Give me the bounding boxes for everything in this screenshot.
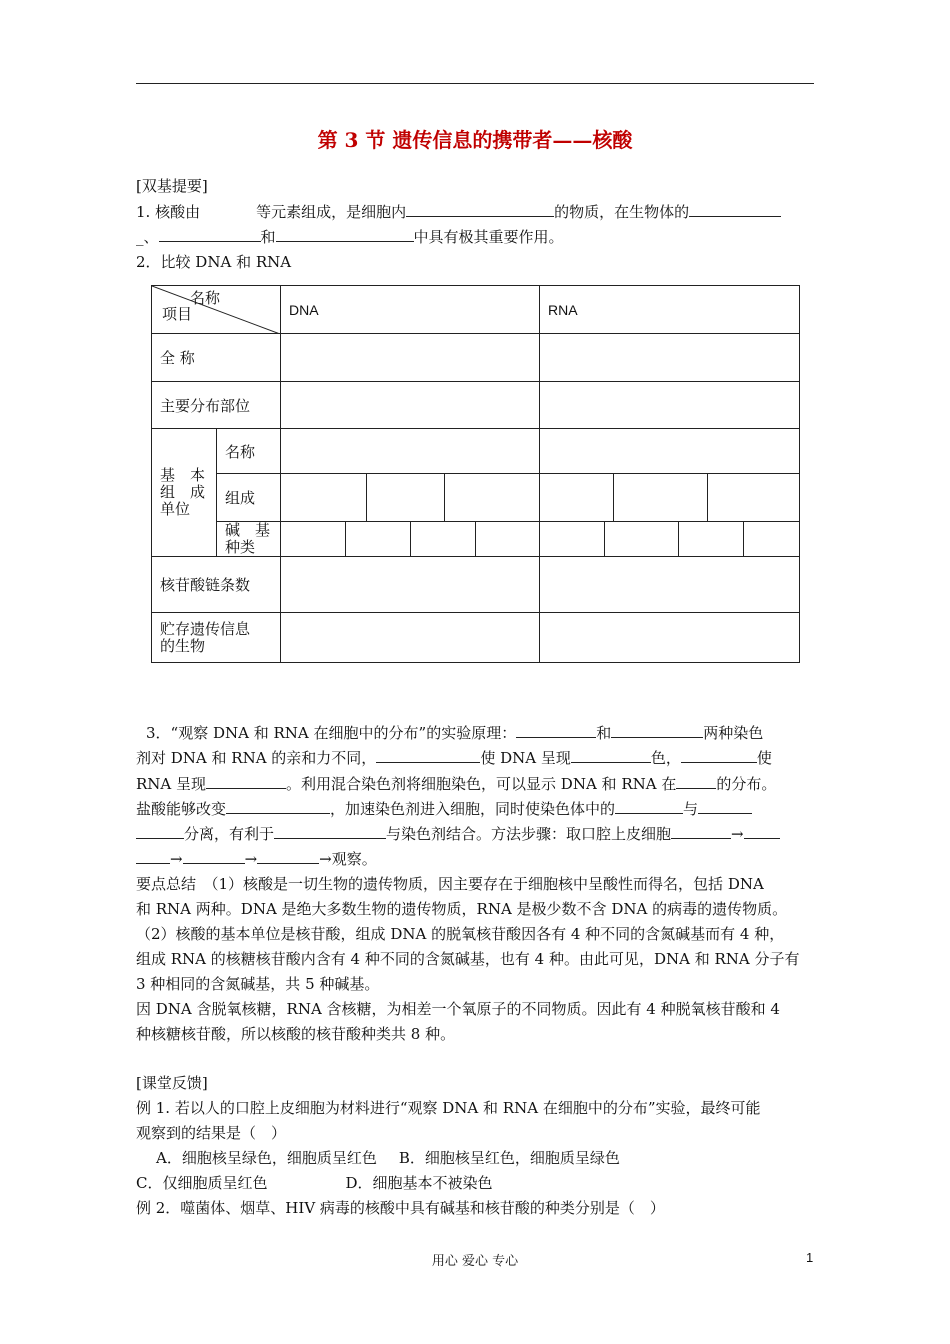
blank[interactable]	[136, 848, 170, 864]
blank[interactable]	[676, 773, 716, 789]
cell-composition-dna	[281, 474, 540, 522]
option-a[interactable]: A．细胞核呈绿色，细胞质呈红色	[156, 1149, 377, 1167]
page-number: 1	[806, 1250, 814, 1265]
arrow-icon: →	[731, 825, 744, 843]
cell-answer[interactable]	[614, 474, 708, 521]
question-3-line-3: RNA 呈现 。利用混合染色剂将细胞染色，可以显示 DNA 和 RNA 在 的分布。	[136, 775, 777, 793]
blank[interactable]	[257, 848, 319, 864]
blank[interactable]	[226, 798, 330, 814]
top-rule	[136, 83, 814, 84]
row-label-chains: 核苷酸链条数	[152, 557, 281, 613]
summary-line-4: 组成 RNA 的核糖核苷酸内含有 4 种不同的含氮碱基，也有 4 种。由此可见，DNA 和 RNA 分子有	[136, 950, 800, 968]
cell-answer[interactable]	[708, 474, 799, 521]
cell-answer[interactable]	[540, 522, 605, 556]
cell-answer[interactable]	[367, 474, 445, 521]
row-label-fullname: 全 称	[152, 334, 281, 382]
example-1-options-cd	[136, 1172, 816, 1194]
blank[interactable]	[681, 747, 757, 763]
blank[interactable]	[689, 201, 781, 217]
question-3-line-2: 剂对 DNA 和 RNA 的亲和力不同， 使 DNA 呈现 色， 使	[136, 749, 772, 767]
example-1-line-2: 观察到的结果是（ ）	[136, 1124, 287, 1142]
cell-answer[interactable]	[540, 613, 800, 663]
cell-answer[interactable]	[281, 474, 367, 521]
question-3-line-5: 分离，有利于 与染色剂结合。方法步骤：取口腔上皮细胞 →	[136, 823, 816, 845]
cell-answer[interactable]	[540, 429, 800, 474]
dna-rna-comparison-table	[151, 285, 800, 663]
blank[interactable]	[274, 823, 386, 839]
cell-answer[interactable]	[605, 522, 679, 556]
option-b[interactable]: B．细胞核呈红色，细胞质呈绿色	[398, 1149, 620, 1167]
arrow-icon: →	[170, 850, 183, 868]
cell-answer[interactable]	[679, 522, 744, 556]
page-title: 第 3 节 遗传信息的携带者——核酸	[317, 128, 633, 152]
row-label-basic-unit: 基 本 组 成 单位	[152, 429, 217, 557]
example-1-options-ab	[156, 1147, 836, 1169]
subrow-label-name: 名称	[217, 429, 281, 474]
cell-answer[interactable]	[411, 522, 476, 556]
question-3-line-4: 盐酸能够改变 ，加速染色剂进入细胞，同时使染色体中的 与	[136, 798, 816, 820]
cell-answer[interactable]	[281, 334, 540, 382]
header-item-label: 项目	[162, 305, 193, 323]
example-1-line-1: 例 1. 若以人的口腔上皮细胞为材料进行“观察 DNA 和 RNA 在细胞中的分布”实验，最终可能	[136, 1099, 761, 1117]
cell-answer[interactable]	[346, 522, 411, 556]
blank[interactable]	[615, 798, 683, 814]
row-label-organisms: 贮存遗传信息 的生物	[152, 613, 281, 663]
summary-line-3: （2）核酸的基本单位是核苷酸，组成 DNA 的脱氧核苷酸因各有 4 种不同的含氮碱基而有 4 种，	[136, 925, 785, 943]
blank[interactable]	[376, 747, 480, 763]
cell-answer[interactable]	[540, 474, 614, 521]
blank[interactable]	[671, 823, 731, 839]
blank[interactable]	[698, 798, 752, 814]
option-c[interactable]: C．仅细胞质呈红色	[136, 1174, 268, 1192]
summary-line-1: 要点总结 （1）核酸是一切生物的遗传物质，因主要存在于细胞核中呈酸性而得名，包括 DNA	[136, 875, 764, 893]
question-3-line-1: 3．“观察 DNA 和 RNA 在细胞中的分布”的实验原理： 和 两种染色	[146, 724, 764, 742]
cell-answer[interactable]	[445, 474, 539, 521]
cell-composition-rna	[540, 474, 800, 522]
column-dna: DNA	[281, 286, 540, 334]
cell-answer[interactable]	[540, 334, 800, 382]
cell-answer[interactable]	[281, 557, 540, 613]
summary-line-6: 因 DNA 含脱氧核糖，RNA 含核糖，为相差一个氧原子的不同物质。因此有 4 种脱氧核苷酸和 4	[136, 1000, 780, 1018]
table-corner-header	[152, 286, 281, 334]
blank[interactable]	[206, 773, 286, 789]
blank[interactable]	[406, 201, 554, 217]
arrow-icon: →	[244, 850, 258, 868]
cell-answer[interactable]	[744, 522, 799, 556]
cell-answer[interactable]	[281, 613, 540, 663]
cell-answer[interactable]	[476, 522, 539, 556]
blank[interactable]	[159, 226, 261, 242]
question-1-line-1: 1. 核酸由 等元素组成，是细胞内 的物质，在生物体的	[136, 201, 816, 223]
summary-line-5: 3 种相同的含氮碱基，共 5 种碱基。	[136, 975, 380, 993]
section-heading-basics: [双基提要]	[136, 177, 208, 195]
cell-answer[interactable]	[540, 382, 800, 429]
header-name-label: 名称	[190, 289, 221, 307]
cell-answer[interactable]	[281, 522, 346, 556]
blank[interactable]	[276, 226, 414, 242]
summary-line-2: 和 RNA 两种。DNA 是绝大多数生物的遗传物质，RNA 是极少数不含 DNA 的病毒的遗传物质。	[136, 900, 788, 918]
blank[interactable]	[744, 823, 780, 839]
subrow-label-composition: 组成	[217, 474, 281, 522]
footer-text: 用心 爱心 专心	[431, 1254, 519, 1269]
question-1-line-2: _、 和 中具有极其重要作用。	[136, 228, 564, 246]
blank[interactable]	[183, 848, 245, 864]
cell-answer[interactable]	[281, 429, 540, 474]
blank[interactable]	[516, 722, 596, 738]
cell-answer[interactable]	[281, 382, 540, 429]
cell-bases-rna	[540, 522, 800, 557]
cell-bases-dna	[281, 522, 540, 557]
blank[interactable]	[571, 747, 651, 763]
arrow-icon: →	[319, 850, 332, 868]
question-2: 2．比较 DNA 和 RNA	[136, 253, 292, 271]
blank[interactable]	[136, 823, 184, 839]
row-label-location: 主要分布部位	[152, 382, 281, 429]
column-rna: RNA	[540, 286, 800, 334]
option-d[interactable]: D．细胞基本不被染色	[345, 1174, 493, 1192]
subrow-label-base-types: 碱 基 种类	[217, 522, 281, 557]
blank[interactable]	[611, 722, 703, 738]
cell-answer[interactable]	[540, 557, 800, 613]
example-2: 例 2．噬菌体、烟草、HIV 病毒的核酸中具有碱基和核苷酸的种类分别是（ ）	[136, 1199, 665, 1217]
summary-line-7: 种核糖核苷酸，所以核酸的核苷酸种类共 8 种。	[136, 1025, 456, 1043]
question-3-line-6: → → →观察。	[136, 848, 816, 870]
section-heading-feedback: [课堂反馈]	[136, 1074, 208, 1092]
